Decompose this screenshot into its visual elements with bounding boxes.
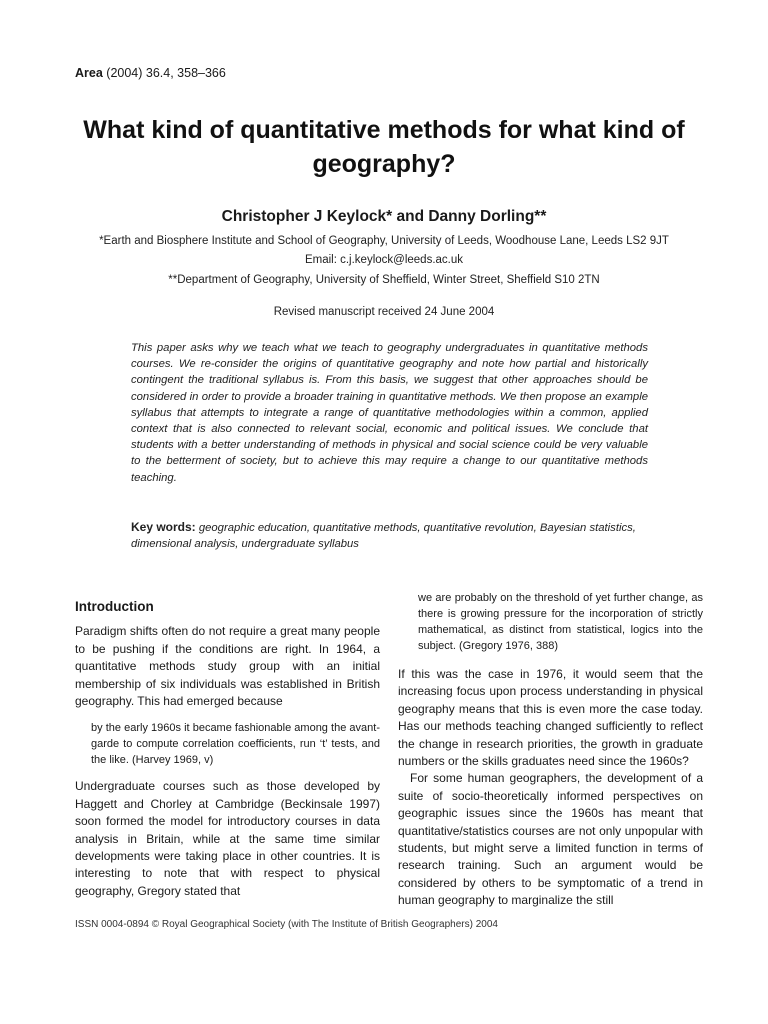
- issn-footer: ISSN 0004-0894 © Royal Geographical Society (with The Institute of British Geographers) 2004: [75, 919, 498, 930]
- journal-name: Area: [75, 66, 103, 80]
- intro-paragraph-1: Paradigm shifts often do not require a great many people to be pushing if the conditions are right. In 1964, a quantitative methods study group with an initial membership of six individuals was established in British geography. This had emerged because: [75, 624, 380, 709]
- paper-title: What kind of quantitative methods for what kind of geography?: [83, 116, 685, 178]
- section-heading-introduction: Introduction: [75, 599, 154, 614]
- intro-paragraph-2: Undergraduate courses such as those developed by Haggett and Chorley at Cambridge (Beckinsale 1997) soon formed the model for introductory courses in data analysis in Britain, while at the same time similar developments were taking place in other countries. It is interesting to note that with respect to physical geography, Gregory stated that: [75, 779, 380, 898]
- abstract: This paper asks why we teach what we teach to geography undergraduates in quantitative methods courses. We re-consider the origins of quantitative geography and note how partial and historically contingent the traditional syllabus is. From this basis, we suggest that other approaches should be considered in order to provide a broader training in quantitative methods. We then propose an example syllabus that attempts to integrate a range of quantitative methodologies within a common, applied context that is also connected to relevant social, economic and political issues. We conclude that students with a better understanding of methods in physical and social science could be very valuable to the betterment of society, but to achieve this may require a change to our quantitative methods teaching.: [131, 342, 648, 484]
- body-paragraph-2: For some human geographers, the development of a suite of socio-theoretically informed perspectives on geographic issues since the 1960s has meant that quantitative/statistics courses are not only unpopular with students, but might serve a limited function in terms of research training. Such an argument would be considered by others to be symptomatic of a trend in human geography to marginalize the still: [398, 771, 703, 908]
- block-quote-gregory: we are probably on the threshold of yet further change, as there is growing pressure for the incorporation of strictly mathematical, as distinct from statistical, logics into the subject. (Gregory 1976, 388): [418, 592, 703, 652]
- affiliation-second: **Department of Geography, University of Sheffield, Winter Street, Sheffield S10 2TN: [168, 274, 600, 286]
- body-paragraph-1: If this was the case in 1976, it would seem that the increasing focus upon process understanding in physical geography means that this is even more the case today. Has our methods teaching changed sufficiently to reflect the change in research priorities, the growth in graduate numbers or the skills graduates need since the 1960s?: [398, 667, 703, 769]
- citation-details: (2004) 36.4, 358–366: [106, 66, 226, 80]
- block-quote-harvey: by the early 1960s it became fashionable among the avant-garde to compute correlation coefficients, run ‘t’ tests, and the like. (Harvey 1969, v): [91, 722, 380, 767]
- paper-authors: Christopher J Keylock* and Danny Dorling**: [221, 208, 547, 225]
- keywords-label: Key words:: [131, 520, 196, 534]
- affiliation-first: *Earth and Biosphere Institute and School of Geography, University of Leeds, Woodhouse Lane, Leeds LS2 9JT: [99, 235, 669, 247]
- keywords-text: geographic education, quantitative methods, quantitative revolution, Bayesian statistics, dimensional analysis, undergraduate syllabus: [131, 522, 636, 551]
- journal-citation: [75, 66, 226, 80]
- left-column: [75, 598, 380, 900]
- revised-date: Revised manuscript received 24 June 2004: [273, 306, 495, 318]
- author-email: Email: c.j.keylock@leeds.ac.uk: [304, 254, 464, 266]
- right-column: [398, 590, 703, 910]
- keywords: [131, 519, 661, 552]
